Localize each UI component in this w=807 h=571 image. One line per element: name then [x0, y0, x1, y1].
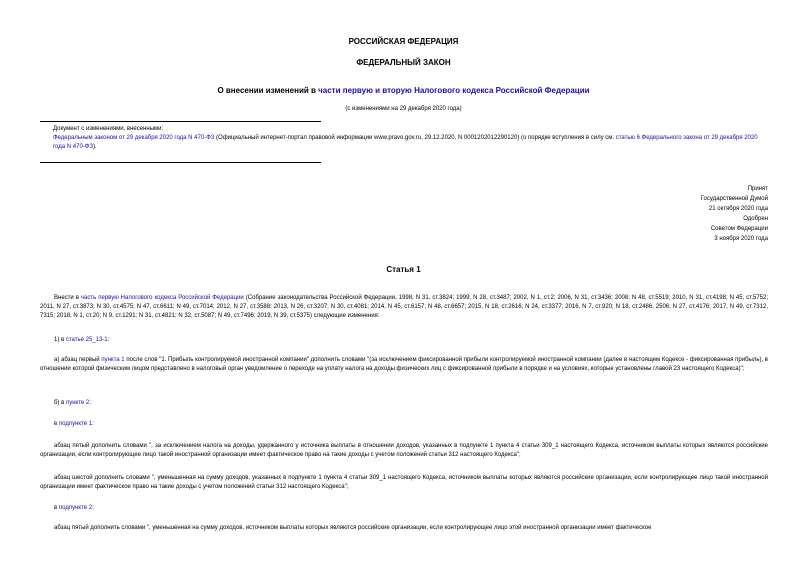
subclause-1-intro	[40, 420, 768, 429]
council-label: Советом Федерации	[710, 226, 768, 232]
subclause-1-post: :	[92, 421, 94, 427]
clause-2-link[interactable]: пункте 2	[65, 400, 90, 406]
subitem-a	[40, 356, 768, 374]
divider-top	[40, 121, 321, 122]
law-title-text: О внесении изменений в	[217, 86, 319, 95]
tax-code-part1-link[interactable]: часть первую Налогового кодекса Российской Федерации	[80, 295, 244, 301]
paragraph-6-amendment: абзац шестой дополнить словами ", уменьшенная на сумму доходов, указанных в подпункте 1 пункта 4 статьи 309_1 настоящего Кодекса, источником выплаты которых являются российские организации, если контролирующее лицо такой иностранной организации имеет фактическое право на такие доходы с учетом положений статьи 312 настоящего Кодекса";	[40, 475, 768, 490]
acceptance-block	[600, 184, 768, 244]
changes-label: Документ с изменениями, внесенными:	[53, 126, 164, 132]
changes-text	[40, 134, 768, 152]
article-intro	[40, 294, 768, 321]
item-1	[40, 336, 768, 345]
article6-link[interactable]: статью 6 Федерального закона от 29 декабря 2020 года N 470-ФЗ	[53, 135, 758, 150]
article-title: Статья 1	[386, 265, 421, 274]
law-title	[0, 86, 807, 95]
item-1-pre: 1) в	[54, 337, 66, 343]
subclause-2-post: :	[92, 505, 94, 511]
subclause-2-pre: в	[54, 505, 59, 511]
amending-law-link[interactable]: Федеральным законом от 29 декабря 2020 года N 470-ФЗ	[53, 135, 215, 141]
subitem-b-post: :	[89, 400, 91, 406]
item-1-post: :	[107, 337, 110, 343]
law-title-link[interactable]: части первую и вторую Налогового кодекса Российской Федерации	[318, 86, 590, 95]
subclause-1-pre: в	[54, 421, 59, 427]
subitem-a-pre: а) абзац первый	[54, 357, 102, 363]
changes-end-text: ).	[92, 144, 97, 150]
subitem-a-post: после слов "1. Прибыль контролируемой иностранной компании" дополнить словами "(за исключением фиксированной прибыли контролируемой иностранной компании (далее в настоящем Кодексе - фиксированная прибыль), в отношении которой физическим лицом представлено в налоговый орган уведомление о переходе на уплату налога на доходы физических лиц с фиксированной прибыли в порядке и на условиях, которые установлены главой 23 настоящего Кодекса)";	[40, 357, 768, 372]
approved-label: Одобрен	[743, 216, 768, 222]
changes-block	[40, 125, 768, 152]
paragraph-5-amendment: абзац пятый дополнить словами ", за исключением налога на доходы, удержанного у источника выплаты в отношении доходов, указанных в подпункте 1 пункта 4 статьи 309_1 настоящего Кодекса, источником выплаты которых являются российские организации, если контролирующее лицо такой иностранной организации имеет фактическое право на такие доходы с учетом положений статьи 312 настоящего Кодекса";	[40, 443, 768, 458]
changes-source-text: (Официальный интернет-портал правовой информации www.pravo.gov.ru, 29.12.2020, N 0001202012290120) (о порядке вступления в силу см.	[214, 135, 616, 141]
duma-label: Государственной Думой	[700, 196, 768, 202]
subitem-b-pre: б) в	[54, 400, 66, 406]
subclause-2-intro	[40, 504, 768, 513]
intro-pre: Внести в	[54, 295, 81, 301]
subclause-2-link[interactable]: подпункте 2	[58, 505, 93, 511]
paragraph-5-sub2-amendment: абзац пятый дополнить словами ", уменьшенная на сумму доходов, источником выплаты которых являются российские организации, если контролирующее лицо этой иностранной организации имеет фактическое	[54, 525, 652, 531]
divider-bottom	[40, 162, 321, 163]
accepted-label: Принят	[747, 186, 768, 192]
clause-1-link[interactable]: пункта 1	[101, 357, 125, 363]
law-type-heading: ФЕДЕРАЛЬНЫЙ ЗАКОН	[356, 58, 451, 67]
duma-date: 21 октября 2020 года	[708, 206, 768, 212]
article-25-13-1-link[interactable]: статье 25_13-1	[65, 337, 108, 343]
council-date: 3 ноября 2020 года	[714, 236, 768, 242]
subclause-1-link[interactable]: подпункте 1	[58, 421, 93, 427]
federation-heading: РОССИЙСКАЯ ФЕДЕРАЦИЯ	[348, 37, 459, 46]
edition-note: (с изменениями на 29 декабря 2020 года)	[345, 106, 462, 112]
intro-post: (Собрание законодательства Российской Федерации, 1998, N 31, ст.3824; 1999, N 28, ст.3487; 2002, N 1, ст.2; 2006, N 31, ст.3436; 2008, N 48, ст.5519; 2010, N 31, ст.4198; N 45, ст.5752; 2011, N 27, ст.3873; N 30, ст.4575; N 47, ст.6611; N 49, ст.7014; 2012, N 27, ст.3588; 2013, N 26, ст.3207; N 30, ст.4081; 2014, N 45, ст.6157; N 48, ст.6657; 2015, N 18, ст.2616; N 24, ст.3377; 2016, N 7, ст.920; N 18, ст.2486, 2506; N 27, ст.4176; 2017, N 49, ст.7312, 7315; 2018, N 1, ст.20; N 9, ст.1291; N 31, ст.4821; N 32, ст.5087; N 49, ст.7496; 2019, N 39, ст.5375) следующие изменения:	[40, 295, 769, 319]
subitem-b	[40, 399, 768, 408]
